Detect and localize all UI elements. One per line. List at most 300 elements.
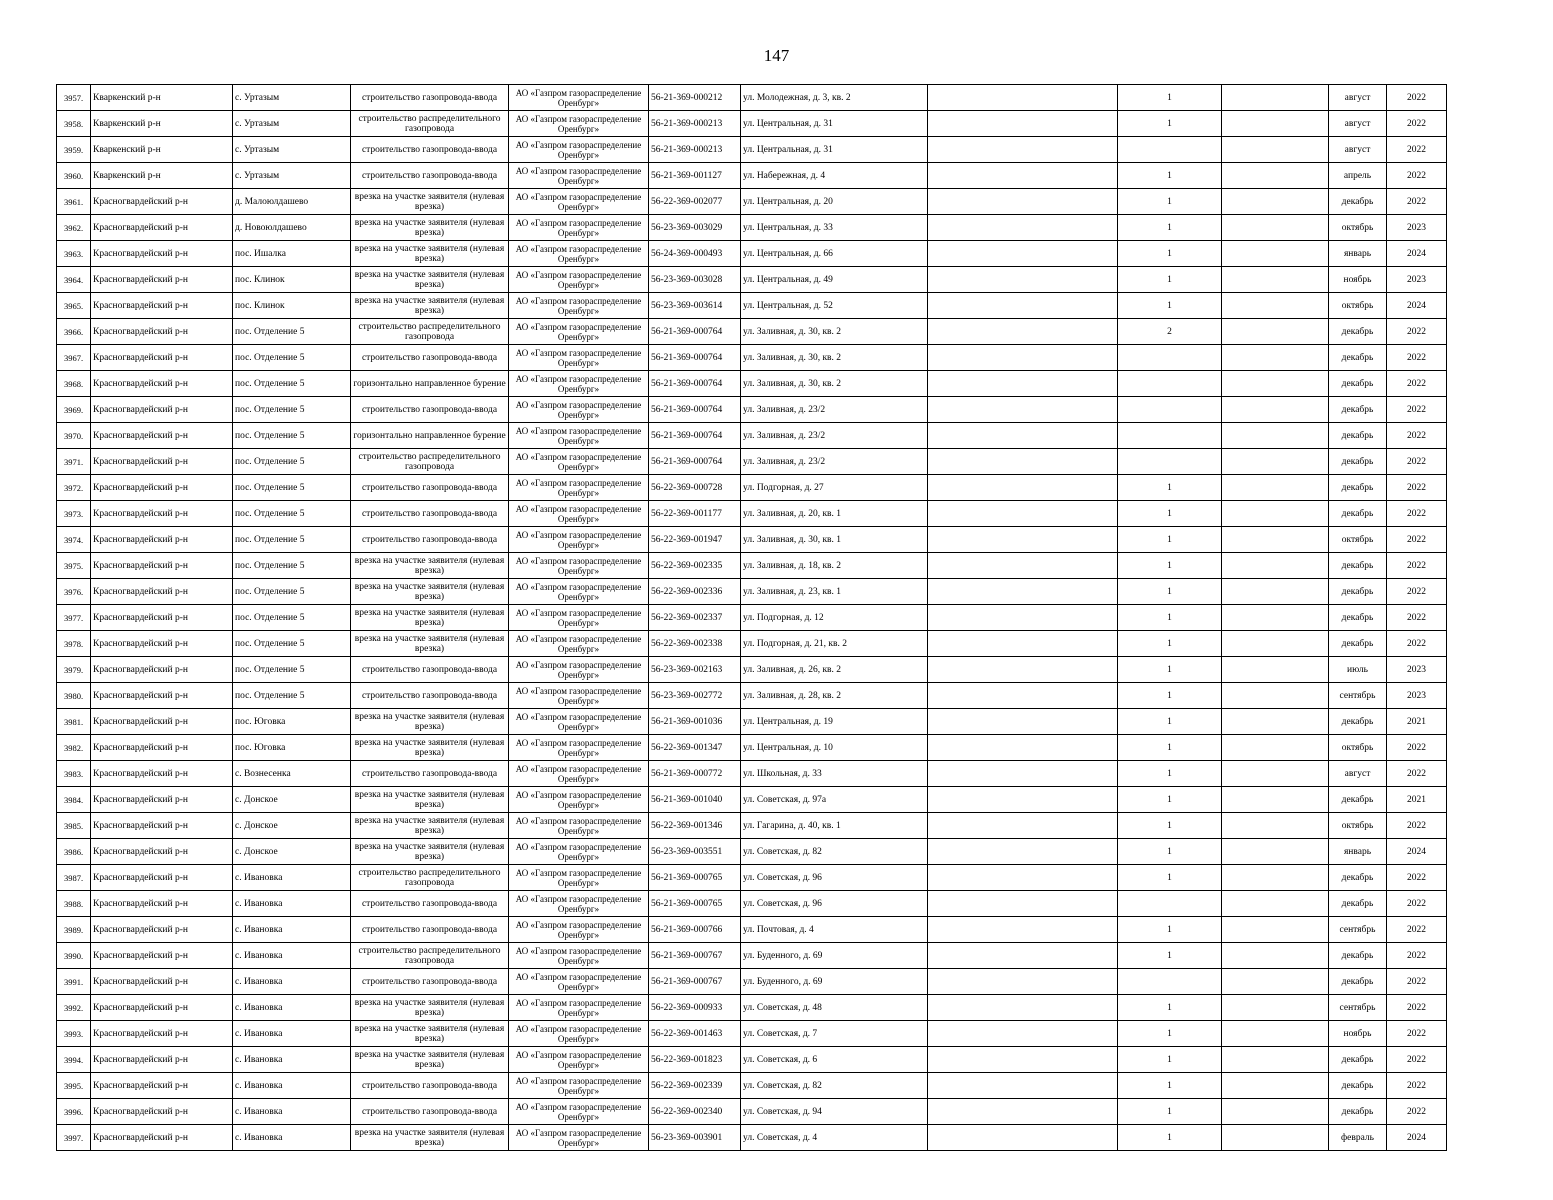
organization-cell: АО «Газпром газораспределение Оренбург» (509, 683, 649, 709)
settlement-cell: с. Ивановка (233, 969, 351, 995)
organization-cell: АО «Газпром газораспределение Оренбург» (509, 917, 649, 943)
table-body (57, 85, 1447, 1151)
district-cell: Красногвардейский р-н (91, 657, 233, 683)
count-cell: 1 (1118, 501, 1222, 527)
month-cell: декабрь (1329, 319, 1387, 345)
settlement-cell: с. Ивановка (233, 1125, 351, 1151)
table-row (57, 397, 1447, 423)
empty-cell (1222, 215, 1329, 241)
empty-cell (928, 475, 1118, 501)
work-type-cell: врезка на участке заявителя (нулевая врезка) (351, 605, 509, 631)
row-number-cell: 3988. (57, 891, 91, 917)
address-cell: ул. Заливная, д. 26, кв. 2 (741, 657, 928, 683)
year-cell: 2022 (1387, 761, 1447, 787)
address-cell: ул. Заливная, д. 28, кв. 2 (741, 683, 928, 709)
empty-cell (928, 85, 1118, 111)
empty-cell (928, 293, 1118, 319)
organization-cell: АО «Газпром газораспределение Оренбург» (509, 189, 649, 215)
year-cell: 2022 (1387, 319, 1447, 345)
organization-cell: АО «Газпром газораспределение Оренбург» (509, 657, 649, 683)
district-cell: Красногвардейский р-н (91, 735, 233, 761)
month-cell: декабрь (1329, 475, 1387, 501)
settlement-cell: пос. Отделение 5 (233, 319, 351, 345)
table-row (57, 371, 1447, 397)
work-type-cell: врезка на участке заявителя (нулевая врезка) (351, 267, 509, 293)
address-cell: ул. Буденного, д. 69 (741, 969, 928, 995)
organization-cell: АО «Газпром газораспределение Оренбург» (509, 761, 649, 787)
work-type-cell: врезка на участке заявителя (нулевая врезка) (351, 293, 509, 319)
row-number-cell: 3969. (57, 397, 91, 423)
table-row (57, 475, 1447, 501)
district-cell: Красногвардейский р-н (91, 787, 233, 813)
month-cell: декабрь (1329, 553, 1387, 579)
count-cell: 1 (1118, 709, 1222, 735)
address-cell: ул. Заливная, д. 23/2 (741, 397, 928, 423)
organization-cell: АО «Газпром газораспределение Оренбург» (509, 709, 649, 735)
row-number-cell: 3980. (57, 683, 91, 709)
empty-cell (1222, 163, 1329, 189)
count-cell: 1 (1118, 1125, 1222, 1151)
settlement-cell: с. Ивановка (233, 1099, 351, 1125)
month-cell: август (1329, 111, 1387, 137)
month-cell: декабрь (1329, 709, 1387, 735)
empty-cell (1222, 1099, 1329, 1125)
row-number-cell: 3991. (57, 969, 91, 995)
month-cell: ноябрь (1329, 1021, 1387, 1047)
month-cell: декабрь (1329, 345, 1387, 371)
organization-cell: АО «Газпром газораспределение Оренбург» (509, 813, 649, 839)
empty-cell (1222, 371, 1329, 397)
district-cell: Красногвардейский р-н (91, 865, 233, 891)
work-type-cell: строительство газопровода-ввода (351, 1073, 509, 1099)
address-cell: ул. Заливная, д. 30, кв. 2 (741, 345, 928, 371)
month-cell: октябрь (1329, 735, 1387, 761)
work-type-cell: врезка на участке заявителя (нулевая врезка) (351, 579, 509, 605)
empty-cell (928, 605, 1118, 631)
table-row (57, 163, 1447, 189)
work-type-cell: строительство газопровода-ввода (351, 397, 509, 423)
row-number-cell: 3958. (57, 111, 91, 137)
year-cell: 2022 (1387, 1099, 1447, 1125)
organization-cell: АО «Газпром газораспределение Оренбург» (509, 111, 649, 137)
organization-cell: АО «Газпром газораспределение Оренбург» (509, 943, 649, 969)
work-type-cell: врезка на участке заявителя (нулевая врезка) (351, 189, 509, 215)
application-code-cell: 56-22-369-000728 (649, 475, 741, 501)
count-cell: 1 (1118, 1047, 1222, 1073)
row-number-cell: 3995. (57, 1073, 91, 1099)
row-number-cell: 3968. (57, 371, 91, 397)
empty-cell (1222, 813, 1329, 839)
organization-cell: АО «Газпром газораспределение Оренбург» (509, 605, 649, 631)
row-number-cell: 3982. (57, 735, 91, 761)
district-cell: Красногвардейский р-н (91, 475, 233, 501)
month-cell: октябрь (1329, 215, 1387, 241)
year-cell: 2022 (1387, 579, 1447, 605)
application-code-cell: 56-22-369-000933 (649, 995, 741, 1021)
count-cell: 1 (1118, 163, 1222, 189)
settlement-cell: с. Ивановка (233, 1047, 351, 1073)
month-cell: сентябрь (1329, 917, 1387, 943)
year-cell: 2022 (1387, 189, 1447, 215)
table-row (57, 631, 1447, 657)
work-type-cell: строительство газопровода-ввода (351, 917, 509, 943)
row-number-cell: 3962. (57, 215, 91, 241)
empty-cell (1222, 241, 1329, 267)
settlement-cell: пос. Отделение 5 (233, 657, 351, 683)
empty-cell (1222, 709, 1329, 735)
work-type-cell: строительство распределительного газопровода (351, 319, 509, 345)
year-cell: 2023 (1387, 683, 1447, 709)
month-cell: сентябрь (1329, 683, 1387, 709)
month-cell: февраль (1329, 1125, 1387, 1151)
row-number-cell: 3977. (57, 605, 91, 631)
empty-cell (1222, 319, 1329, 345)
work-type-cell: врезка на участке заявителя (нулевая врезка) (351, 995, 509, 1021)
work-type-cell: строительство газопровода-ввода (351, 891, 509, 917)
organization-cell: АО «Газпром газораспределение Оренбург» (509, 1125, 649, 1151)
table-row (57, 241, 1447, 267)
application-code-cell: 56-23-369-002163 (649, 657, 741, 683)
district-cell: Красногвардейский р-н (91, 189, 233, 215)
year-cell: 2022 (1387, 891, 1447, 917)
month-cell: январь (1329, 839, 1387, 865)
table-row (57, 787, 1447, 813)
application-code-cell: 56-23-369-003901 (649, 1125, 741, 1151)
application-code-cell: 56-21-369-001036 (649, 709, 741, 735)
year-cell: 2022 (1387, 423, 1447, 449)
year-cell: 2022 (1387, 397, 1447, 423)
address-cell: ул. Заливная, д. 30, кв. 2 (741, 371, 928, 397)
work-type-cell: врезка на участке заявителя (нулевая врезка) (351, 553, 509, 579)
count-cell: 1 (1118, 943, 1222, 969)
empty-cell (1222, 423, 1329, 449)
empty-cell (1222, 969, 1329, 995)
organization-cell: АО «Газпром газораспределение Оренбург» (509, 319, 649, 345)
table-row (57, 865, 1447, 891)
empty-cell (1222, 735, 1329, 761)
table-row (57, 709, 1447, 735)
settlement-cell: пос. Отделение 5 (233, 345, 351, 371)
address-cell: ул. Центральная, д. 33 (741, 215, 928, 241)
count-cell: 1 (1118, 553, 1222, 579)
address-cell: ул. Заливная, д. 20, кв. 1 (741, 501, 928, 527)
month-cell: декабрь (1329, 969, 1387, 995)
settlement-cell: с. Донское (233, 813, 351, 839)
year-cell: 2023 (1387, 267, 1447, 293)
address-cell: ул. Заливная, д. 23/2 (741, 423, 928, 449)
table-row (57, 657, 1447, 683)
empty-cell (928, 241, 1118, 267)
district-cell: Красногвардейский р-н (91, 605, 233, 631)
table-row (57, 111, 1447, 137)
organization-cell: АО «Газпром газораспределение Оренбург» (509, 1099, 649, 1125)
address-cell: ул. Подгорная, д. 21, кв. 2 (741, 631, 928, 657)
district-cell: Красногвардейский р-н (91, 215, 233, 241)
organization-cell: АО «Газпром газораспределение Оренбург» (509, 501, 649, 527)
settlement-cell: с. Ивановка (233, 917, 351, 943)
district-cell: Красногвардейский р-н (91, 553, 233, 579)
empty-cell (1222, 995, 1329, 1021)
count-cell: 1 (1118, 605, 1222, 631)
organization-cell: АО «Газпром газораспределение Оренбург» (509, 267, 649, 293)
settlement-cell: пос. Отделение 5 (233, 631, 351, 657)
empty-cell (1222, 111, 1329, 137)
count-cell: 1 (1118, 111, 1222, 137)
organization-cell: АО «Газпром газораспределение Оренбург» (509, 293, 649, 319)
table-row (57, 891, 1447, 917)
row-number-cell: 3963. (57, 241, 91, 267)
year-cell: 2021 (1387, 787, 1447, 813)
organization-cell: АО «Газпром газораспределение Оренбург» (509, 345, 649, 371)
row-number-cell: 3992. (57, 995, 91, 1021)
table-row (57, 319, 1447, 345)
empty-cell (1222, 475, 1329, 501)
count-cell (1118, 137, 1222, 163)
application-code-cell: 56-21-369-001127 (649, 163, 741, 189)
empty-cell (928, 735, 1118, 761)
empty-cell (1222, 449, 1329, 475)
district-cell: Кваркенский р-н (91, 111, 233, 137)
settlement-cell: пос. Отделение 5 (233, 605, 351, 631)
count-cell: 1 (1118, 917, 1222, 943)
year-cell: 2022 (1387, 85, 1447, 111)
work-type-cell: врезка на участке заявителя (нулевая врезка) (351, 735, 509, 761)
settlement-cell: пос. Юговка (233, 735, 351, 761)
application-code-cell: 56-21-369-000764 (649, 319, 741, 345)
district-cell: Красногвардейский р-н (91, 449, 233, 475)
table-row (57, 917, 1447, 943)
month-cell: декабрь (1329, 1047, 1387, 1073)
work-type-cell: горизонтально направленное бурение (351, 371, 509, 397)
empty-cell (1222, 527, 1329, 553)
organization-cell: АО «Газпром газораспределение Оренбург» (509, 787, 649, 813)
organization-cell: АО «Газпром газораспределение Оренбург» (509, 423, 649, 449)
table-row (57, 267, 1447, 293)
table-row (57, 1021, 1447, 1047)
settlement-cell: пос. Ишалка (233, 241, 351, 267)
table-row (57, 1125, 1447, 1151)
count-cell: 1 (1118, 241, 1222, 267)
empty-cell (928, 163, 1118, 189)
month-cell: ноябрь (1329, 267, 1387, 293)
application-code-cell: 56-21-369-000767 (649, 943, 741, 969)
row-number-cell: 3975. (57, 553, 91, 579)
district-cell: Кваркенский р-н (91, 85, 233, 111)
application-code-cell: 56-21-369-000213 (649, 111, 741, 137)
organization-cell: АО «Газпром газораспределение Оренбург» (509, 995, 649, 1021)
table-row (57, 449, 1447, 475)
year-cell: 2022 (1387, 553, 1447, 579)
row-number-cell: 3965. (57, 293, 91, 319)
page-number: 147 (763, 46, 790, 65)
table-row (57, 761, 1447, 787)
address-cell: ул. Почтовая, д. 4 (741, 917, 928, 943)
year-cell: 2022 (1387, 917, 1447, 943)
application-code-cell: 56-23-369-002772 (649, 683, 741, 709)
work-type-cell: врезка на участке заявителя (нулевая врезка) (351, 215, 509, 241)
settlement-cell: пос. Юговка (233, 709, 351, 735)
application-code-cell: 56-21-369-000765 (649, 865, 741, 891)
settlement-cell: с. Уртазым (233, 111, 351, 137)
work-type-cell: врезка на участке заявителя (нулевая врезка) (351, 1125, 509, 1151)
month-cell: декабрь (1329, 943, 1387, 969)
year-cell: 2022 (1387, 735, 1447, 761)
row-number-cell: 3973. (57, 501, 91, 527)
month-cell: декабрь (1329, 1073, 1387, 1099)
year-cell: 2022 (1387, 1047, 1447, 1073)
organization-cell: АО «Газпром газораспределение Оренбург» (509, 579, 649, 605)
district-cell: Красногвардейский р-н (91, 1021, 233, 1047)
year-cell: 2022 (1387, 631, 1447, 657)
application-code-cell: 56-21-369-000212 (649, 85, 741, 111)
row-number-cell: 3966. (57, 319, 91, 345)
month-cell: декабрь (1329, 371, 1387, 397)
year-cell: 2022 (1387, 1021, 1447, 1047)
month-cell: август (1329, 761, 1387, 787)
district-cell: Красногвардейский р-н (91, 293, 233, 319)
empty-cell (928, 1073, 1118, 1099)
application-code-cell: 56-21-369-000764 (649, 371, 741, 397)
application-code-cell: 56-22-369-002340 (649, 1099, 741, 1125)
count-cell: 1 (1118, 267, 1222, 293)
application-code-cell: 56-24-369-000493 (649, 241, 741, 267)
settlement-cell: с. Ивановка (233, 891, 351, 917)
district-cell: Красногвардейский р-н (91, 267, 233, 293)
work-type-cell: строительство распределительного газопровода (351, 943, 509, 969)
organization-cell: АО «Газпром газораспределение Оренбург» (509, 163, 649, 189)
settlement-cell: пос. Отделение 5 (233, 475, 351, 501)
empty-cell (1222, 189, 1329, 215)
empty-cell (1222, 553, 1329, 579)
work-type-cell: врезка на участке заявителя (нулевая врезка) (351, 1021, 509, 1047)
table-row (57, 345, 1447, 371)
empty-cell (928, 345, 1118, 371)
empty-cell (928, 761, 1118, 787)
empty-cell (1222, 631, 1329, 657)
year-cell: 2021 (1387, 709, 1447, 735)
address-cell: ул. Гагарина, д. 40, кв. 1 (741, 813, 928, 839)
district-cell: Красногвардейский р-н (91, 241, 233, 267)
empty-cell (1222, 943, 1329, 969)
application-code-cell: 56-23-369-003614 (649, 293, 741, 319)
district-cell: Красногвардейский р-н (91, 1125, 233, 1151)
settlement-cell: с. Донское (233, 839, 351, 865)
address-cell: ул. Центральная, д. 19 (741, 709, 928, 735)
district-cell: Красногвардейский р-н (91, 839, 233, 865)
empty-cell (1222, 1021, 1329, 1047)
organization-cell: АО «Газпром газораспределение Оренбург» (509, 475, 649, 501)
work-type-cell: строительство газопровода-ввода (351, 1099, 509, 1125)
district-cell: Красногвардейский р-н (91, 1073, 233, 1099)
year-cell: 2022 (1387, 605, 1447, 631)
empty-cell (928, 995, 1118, 1021)
address-cell: ул. Заливная, д. 23/2 (741, 449, 928, 475)
settlement-cell: пос. Отделение 5 (233, 553, 351, 579)
address-cell: ул. Советская, д. 48 (741, 995, 928, 1021)
year-cell: 2022 (1387, 475, 1447, 501)
month-cell: январь (1329, 241, 1387, 267)
work-type-cell: строительство газопровода-ввода (351, 163, 509, 189)
row-number-cell: 3960. (57, 163, 91, 189)
count-cell: 1 (1118, 579, 1222, 605)
row-number-cell: 3985. (57, 813, 91, 839)
application-code-cell: 56-22-369-002338 (649, 631, 741, 657)
row-number-cell: 3970. (57, 423, 91, 449)
row-number-cell: 3974. (57, 527, 91, 553)
application-code-cell: 56-21-369-000764 (649, 397, 741, 423)
empty-cell (928, 865, 1118, 891)
district-cell: Красногвардейский р-н (91, 319, 233, 345)
count-cell: 1 (1118, 865, 1222, 891)
district-cell: Красногвардейский р-н (91, 995, 233, 1021)
month-cell: декабрь (1329, 397, 1387, 423)
address-cell: ул. Советская, д. 6 (741, 1047, 928, 1073)
empty-cell (928, 137, 1118, 163)
row-number-cell: 3983. (57, 761, 91, 787)
year-cell: 2022 (1387, 345, 1447, 371)
settlement-cell: д. Новоюлдашево (233, 215, 351, 241)
empty-cell (1222, 891, 1329, 917)
organization-cell: АО «Газпром газораспределение Оренбург» (509, 735, 649, 761)
year-cell: 2024 (1387, 241, 1447, 267)
count-cell: 1 (1118, 215, 1222, 241)
count-cell (1118, 371, 1222, 397)
address-cell: ул. Центральная, д. 10 (741, 735, 928, 761)
year-cell: 2022 (1387, 371, 1447, 397)
empty-cell (928, 397, 1118, 423)
work-type-cell: горизонтально направленное бурение (351, 423, 509, 449)
empty-cell (1222, 137, 1329, 163)
month-cell: декабрь (1329, 631, 1387, 657)
address-cell: ул. Центральная, д. 49 (741, 267, 928, 293)
year-cell: 2022 (1387, 813, 1447, 839)
month-cell: октябрь (1329, 293, 1387, 319)
application-code-cell: 56-23-369-003029 (649, 215, 741, 241)
address-cell: ул. Заливная, д. 23, кв. 1 (741, 579, 928, 605)
empty-cell (928, 1125, 1118, 1151)
empty-cell (928, 631, 1118, 657)
row-number-cell: 3957. (57, 85, 91, 111)
district-cell: Красногвардейский р-н (91, 761, 233, 787)
count-cell: 1 (1118, 85, 1222, 111)
application-code-cell: 56-22-369-001823 (649, 1047, 741, 1073)
work-type-cell: строительство распределительного газопровода (351, 449, 509, 475)
count-cell: 1 (1118, 527, 1222, 553)
empty-cell (928, 683, 1118, 709)
empty-cell (1222, 293, 1329, 319)
row-number-cell: 3997. (57, 1125, 91, 1151)
settlement-cell: пос. Отделение 5 (233, 527, 351, 553)
row-number-cell: 3961. (57, 189, 91, 215)
table-row (57, 969, 1447, 995)
address-cell: ул. Школьная, д. 33 (741, 761, 928, 787)
count-cell: 1 (1118, 189, 1222, 215)
work-type-cell: врезка на участке заявителя (нулевая врезка) (351, 631, 509, 657)
empty-cell (1222, 345, 1329, 371)
row-number-cell: 3964. (57, 267, 91, 293)
row-number-cell: 3990. (57, 943, 91, 969)
address-cell: ул. Советская, д. 96 (741, 891, 928, 917)
work-type-cell: строительство газопровода-ввода (351, 527, 509, 553)
organization-cell: АО «Газпром газораспределение Оренбург» (509, 1073, 649, 1099)
empty-cell (1222, 761, 1329, 787)
organization-cell: АО «Газпром газораспределение Оренбург» (509, 969, 649, 995)
table-row (57, 189, 1447, 215)
empty-cell (928, 215, 1118, 241)
application-code-cell: 56-22-369-001347 (649, 735, 741, 761)
month-cell: октябрь (1329, 527, 1387, 553)
settlement-cell: с. Донское (233, 787, 351, 813)
